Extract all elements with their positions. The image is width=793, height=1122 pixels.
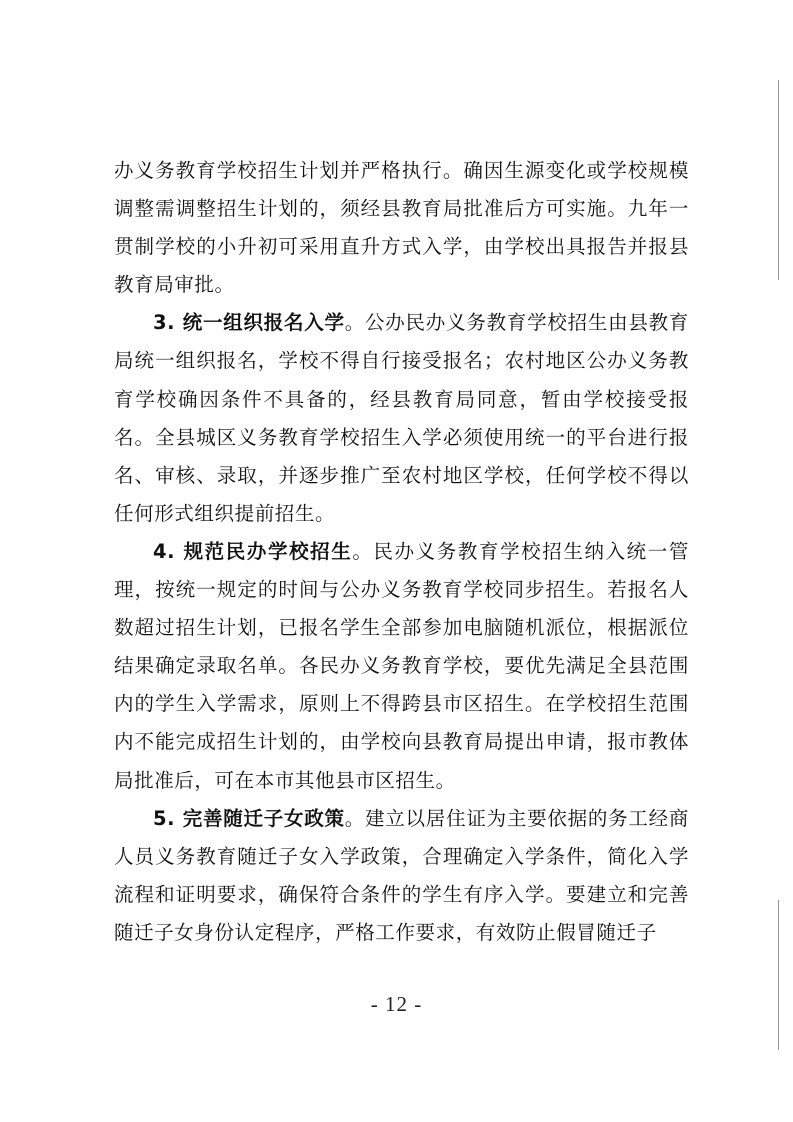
paragraph-item-4 bbox=[114, 533, 689, 800]
paragraph-item-3 bbox=[114, 304, 689, 533]
paragraph-text: 办义务教育学校招生计划并严格执行。确因生源变化或学校规模调整需调整招生计划的，须经县教育局批准后方可实施。九年一贯制学校的小升初可采用直升方式入学，由学校出具报告并报县教育局审批。 bbox=[114, 159, 689, 297]
page-number: - 12 - bbox=[370, 992, 423, 1016]
item-heading: 5. 完善随迁子女政策 bbox=[153, 806, 345, 830]
document-body bbox=[114, 152, 689, 952]
paragraph-item-5 bbox=[114, 800, 689, 952]
scan-edge-mark bbox=[778, 80, 779, 280]
paragraph-text: 。民办义务教育学校招生纳入统一管理，按统一规定的时间与公办义务教育学校同步招生。若报名人数超过招生计划，已报名学生全部参加电脑随机派位，根据派位结果确定录取名单。各民办义务教育学校，要优先满足全县范围内的学生入学需求，原则上不得跨县市区招生。在学校招生范围内不能完成招生计划的，由学校向县教育局提出申请，报市教体局批准后，可在本市其他县市区招生。 bbox=[114, 539, 689, 792]
paragraph-text: 。建立以居住证为主要依据的务工经商人员义务教育随迁子女入学政策，合理确定入学条件，简化入学流程和证明要求，确保符合条件的学生有序入学。要建立和完善随迁子女身份认定程序，严格工作要求，有效防止假冒随迁子 bbox=[114, 806, 689, 944]
paragraph-text: 。公办民办义务教育学校招生由县教育局统一组织报名，学校不得自行接受报名；农村地区公办义务教育学校确因条件不具备的，经县教育局同意，暂由学校接受报名。全县城区义务教育学校招生入学必须使用统一的平台进行报名、审核、录取，并逐步推广至农村地区学校，任何学校不得以任何形式组织提前招生。 bbox=[114, 311, 689, 525]
paragraph-continuation bbox=[114, 152, 689, 304]
item-heading: 4. 规范民办学校招生 bbox=[153, 539, 353, 563]
item-heading: 3. 统一组织报名入学 bbox=[153, 311, 345, 335]
scan-edge-mark bbox=[778, 900, 779, 1050]
